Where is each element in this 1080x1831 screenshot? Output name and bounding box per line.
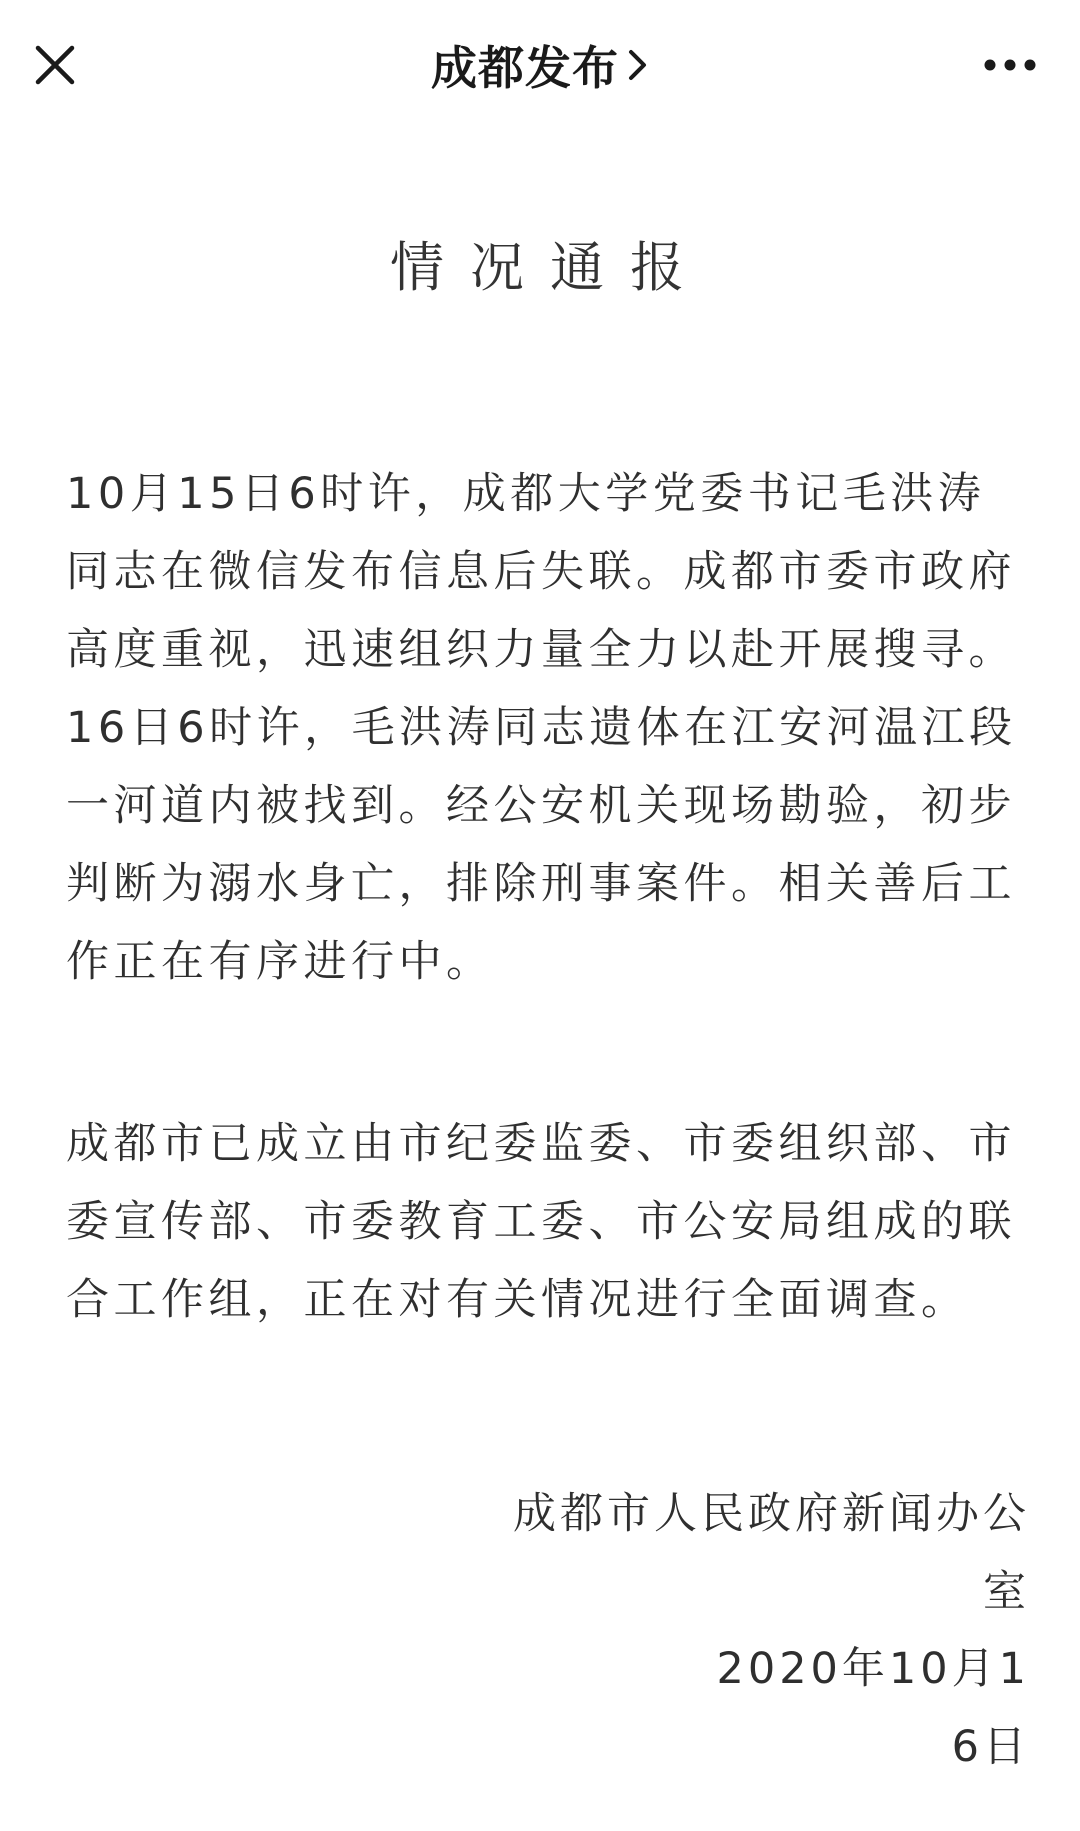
top-navigation-bar <box>0 0 1080 130</box>
article-paragraph: 成都市已成立由市纪委监委、市委组织部、市委宣传部、市委教育工委、市公安局组成的联合工作组，正在对有关情况进行全面调查。 <box>66 1119 1016 1325</box>
account-name: 成都发布 <box>431 41 619 95</box>
signature-organization: 成都市人民政府新闻办公室 <box>513 1489 1030 1617</box>
more-options-button[interactable] <box>980 48 1040 82</box>
account-header <box>0 0 1080 130</box>
article-title: 情况通报 <box>390 236 710 299</box>
signature-date: 2020年10月16日 <box>716 1644 1030 1772</box>
more-horizontal-icon <box>980 48 1040 82</box>
close-button[interactable] <box>28 38 82 92</box>
article-paragraph: 10月15日6时许，成都大学党委书记毛洪涛同志在微信发布信息后失联。成都市委市政府高度重视，迅速组织力量全力以赴开展搜寻。16日6时许，毛洪涛同志遗体在江安河温江段一河道内被找到。经公安机关现场勘验，初步判断为溺水身亡，排除刑事案件。相关善后工作正在有序进行中。 <box>66 469 1017 987</box>
account-name-link[interactable] <box>431 32 649 98</box>
chevron-right-icon <box>627 47 649 83</box>
close-icon <box>28 38 82 92</box>
